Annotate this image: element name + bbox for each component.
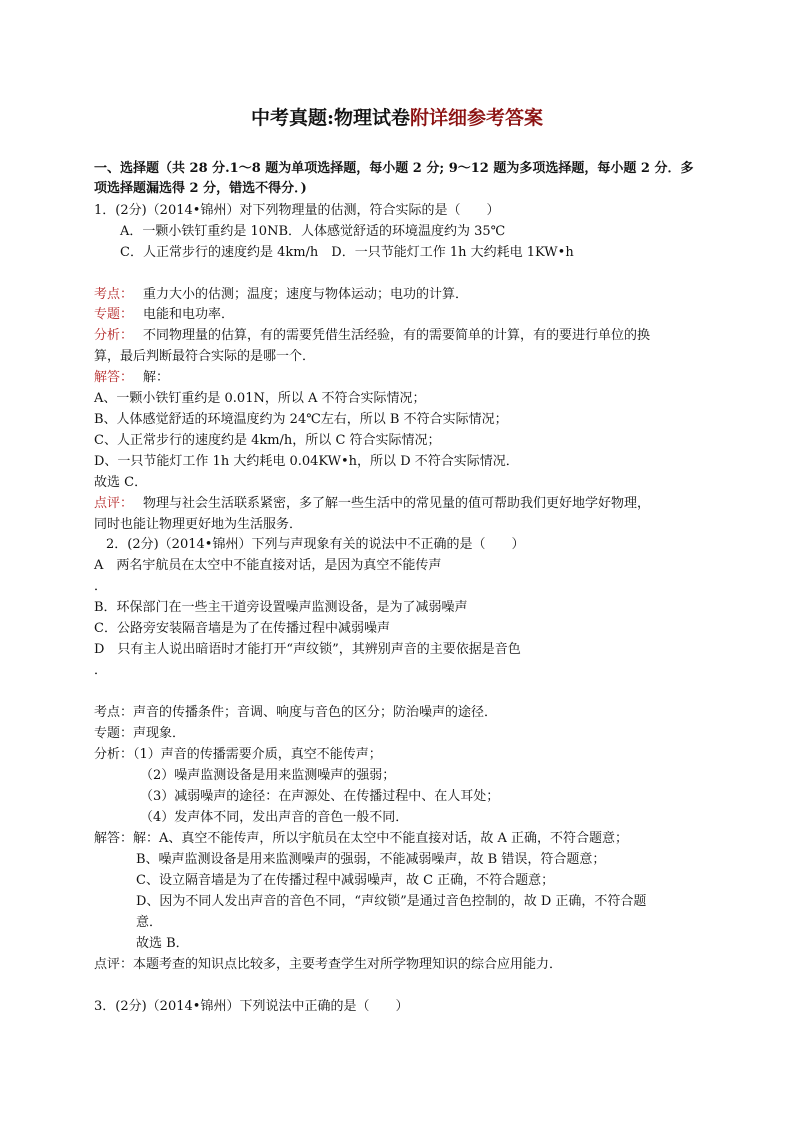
q2-fenxi: 分析：（1）声音的传播需要介质，真空不能传声； <box>94 747 382 762</box>
q2-jieda-a: 解答：解：A、真空不能传声，所以宇航员在太空中不能直接对话，故 A 正确，不符合题意； <box>94 831 629 846</box>
q2-fenxi-2: （2）噪声监测设备是用来监测噪声的强弱； <box>140 768 396 783</box>
q1-jieda <box>94 369 169 387</box>
q1-fenxi-cont: 算，最后判断最符合实际的是哪一个． <box>94 349 316 364</box>
title-answer-note: 附详细参考答案 <box>410 107 544 129</box>
q2-option-a: A 两名宇航员在太空中不能直接对话，是因为真空不能传声 <box>94 558 442 573</box>
q1-dianping-label: 点评： <box>94 496 134 511</box>
q1-zhuanti-label: 专题： <box>94 307 134 322</box>
section-heading-line2: 项选择题漏选得 2 分，错选不得分．) <box>94 181 307 196</box>
q2-stem: 2．(2分)（2014•锦州）下列与声现象有关的说法中不正确的是（ ） <box>106 537 525 552</box>
q2-option-c: C．公路旁安装隔音墙是为了在传播过程中减弱噪声 <box>94 621 390 636</box>
q1-zhuanti <box>94 306 234 324</box>
q1-option-cd: C．人正常步行的速度约是 4km/h D．一只节能灯工作 1h 大约耗电 1KW•h <box>120 245 574 260</box>
section-heading-line1: 一、选择题（共 28 分.1～8 题为单项选择题，每小题 2 分; 9～12 题为多项选择题，每小题 2 分．多 <box>94 161 694 176</box>
q2-dianping: 点评：本题考查的知识点比较多，主要考查学生对所学物理知识的综合应用能力． <box>94 957 563 972</box>
q1-jieda-label: 解答： <box>94 370 134 385</box>
q2-jieda-c: C、设立隔音墙是为了在传播过程中减弱噪声，故 C 正确，不符合题意； <box>136 873 555 888</box>
q1-fenxi <box>94 327 650 345</box>
q1-jieda-c: C、人正常步行的速度约是 4km/h，所以 C 符合实际情况； <box>94 433 441 448</box>
q1-dianping-cont: 同时也能让物理更好地为生活服务． <box>94 517 303 532</box>
q1-kaodian-label: 考点： <box>94 287 134 302</box>
q2-jieda-d-cont: 意． <box>136 915 163 930</box>
q2-option-a-dot: ． <box>94 579 108 594</box>
q1-answer: 故选 C． <box>94 475 148 490</box>
q1-jieda-b: B、人体感觉舒适的环境温度约为 24℃左右，所以 B 不符合实际情况； <box>94 412 508 427</box>
q2-fenxi-3: （3）减弱噪声的途径：在声源处、在传播过程中、在人耳处； <box>140 789 500 804</box>
q1-dianping-text: 物理与社会生活联系紧密，多了解一些生活中的常见量的值可帮助我们更好地学好物理， <box>143 496 651 511</box>
q1-jieda-a: A、一颗小铁钉重约是 0.01N，所以 A 不符合实际情况； <box>94 391 426 406</box>
q2-zhuanti: 专题：声现象． <box>94 726 186 741</box>
q2-option-d-dot: ． <box>94 663 108 678</box>
q2-option-b: B．环保部门在一些主干道旁设置噪声监测设备，是为了减弱噪声 <box>94 600 468 615</box>
title-main: 中考真题:物理试卷 <box>250 107 410 129</box>
q1-fenxi-text: 不同物理量的估算，有的需要凭借生活经验，有的需要简单的计算，有的要进行单位的换 <box>143 328 651 343</box>
q2-jieda-d: D、因为不同人发出声音的音色不同，“声纹锁”是通过音色控制的，故 D 正确，不符合题 <box>136 894 647 909</box>
q3-stem: 3．(2分)（2014•锦州）下列说法中正确的是（ ） <box>94 999 409 1014</box>
q2-option-d: D 只有主人说出暗语时才能打开“声纹锁”，其辨别声音的主要依据是音色 <box>94 642 521 657</box>
q2-kaodian: 考点：声音的传播条件；音调、响度与音色的区分；防治噪声的途径． <box>94 705 498 720</box>
q1-dianping <box>94 495 650 513</box>
q1-kaodian <box>94 286 468 304</box>
q2-answer: 故选 B． <box>136 936 189 951</box>
q1-fenxi-label: 分析： <box>94 328 134 343</box>
q1-option-ab: A．一颗小铁钉重约是 10NB．人体感觉舒适的环境温度约为 35℃ <box>120 224 506 239</box>
q1-zhuanti-text: 电能和电功率． <box>143 307 235 322</box>
page-title <box>0 106 794 130</box>
q2-fenxi-4: （4）发声体不同，发出声音的音色一般不同． <box>140 810 409 825</box>
q1-jieda-d: D、一只节能灯工作 1h 大约耗电 0.04KW•h，所以 D 不符合实际情况． <box>94 454 519 469</box>
q1-jieda-text: 解： <box>143 370 170 385</box>
q1-stem: 1．(2分)（2014•锦州）对下列物理量的估测，符合实际的是（ ） <box>94 203 500 218</box>
q1-kaodian-text: 重力大小的估测；温度；速度与物体运动；电功的计算． <box>143 287 469 302</box>
q2-jieda-b: B、噪声监测设备是用来监测噪声的强弱，不能减弱噪声，故 B 错误，符合题意； <box>136 852 606 867</box>
